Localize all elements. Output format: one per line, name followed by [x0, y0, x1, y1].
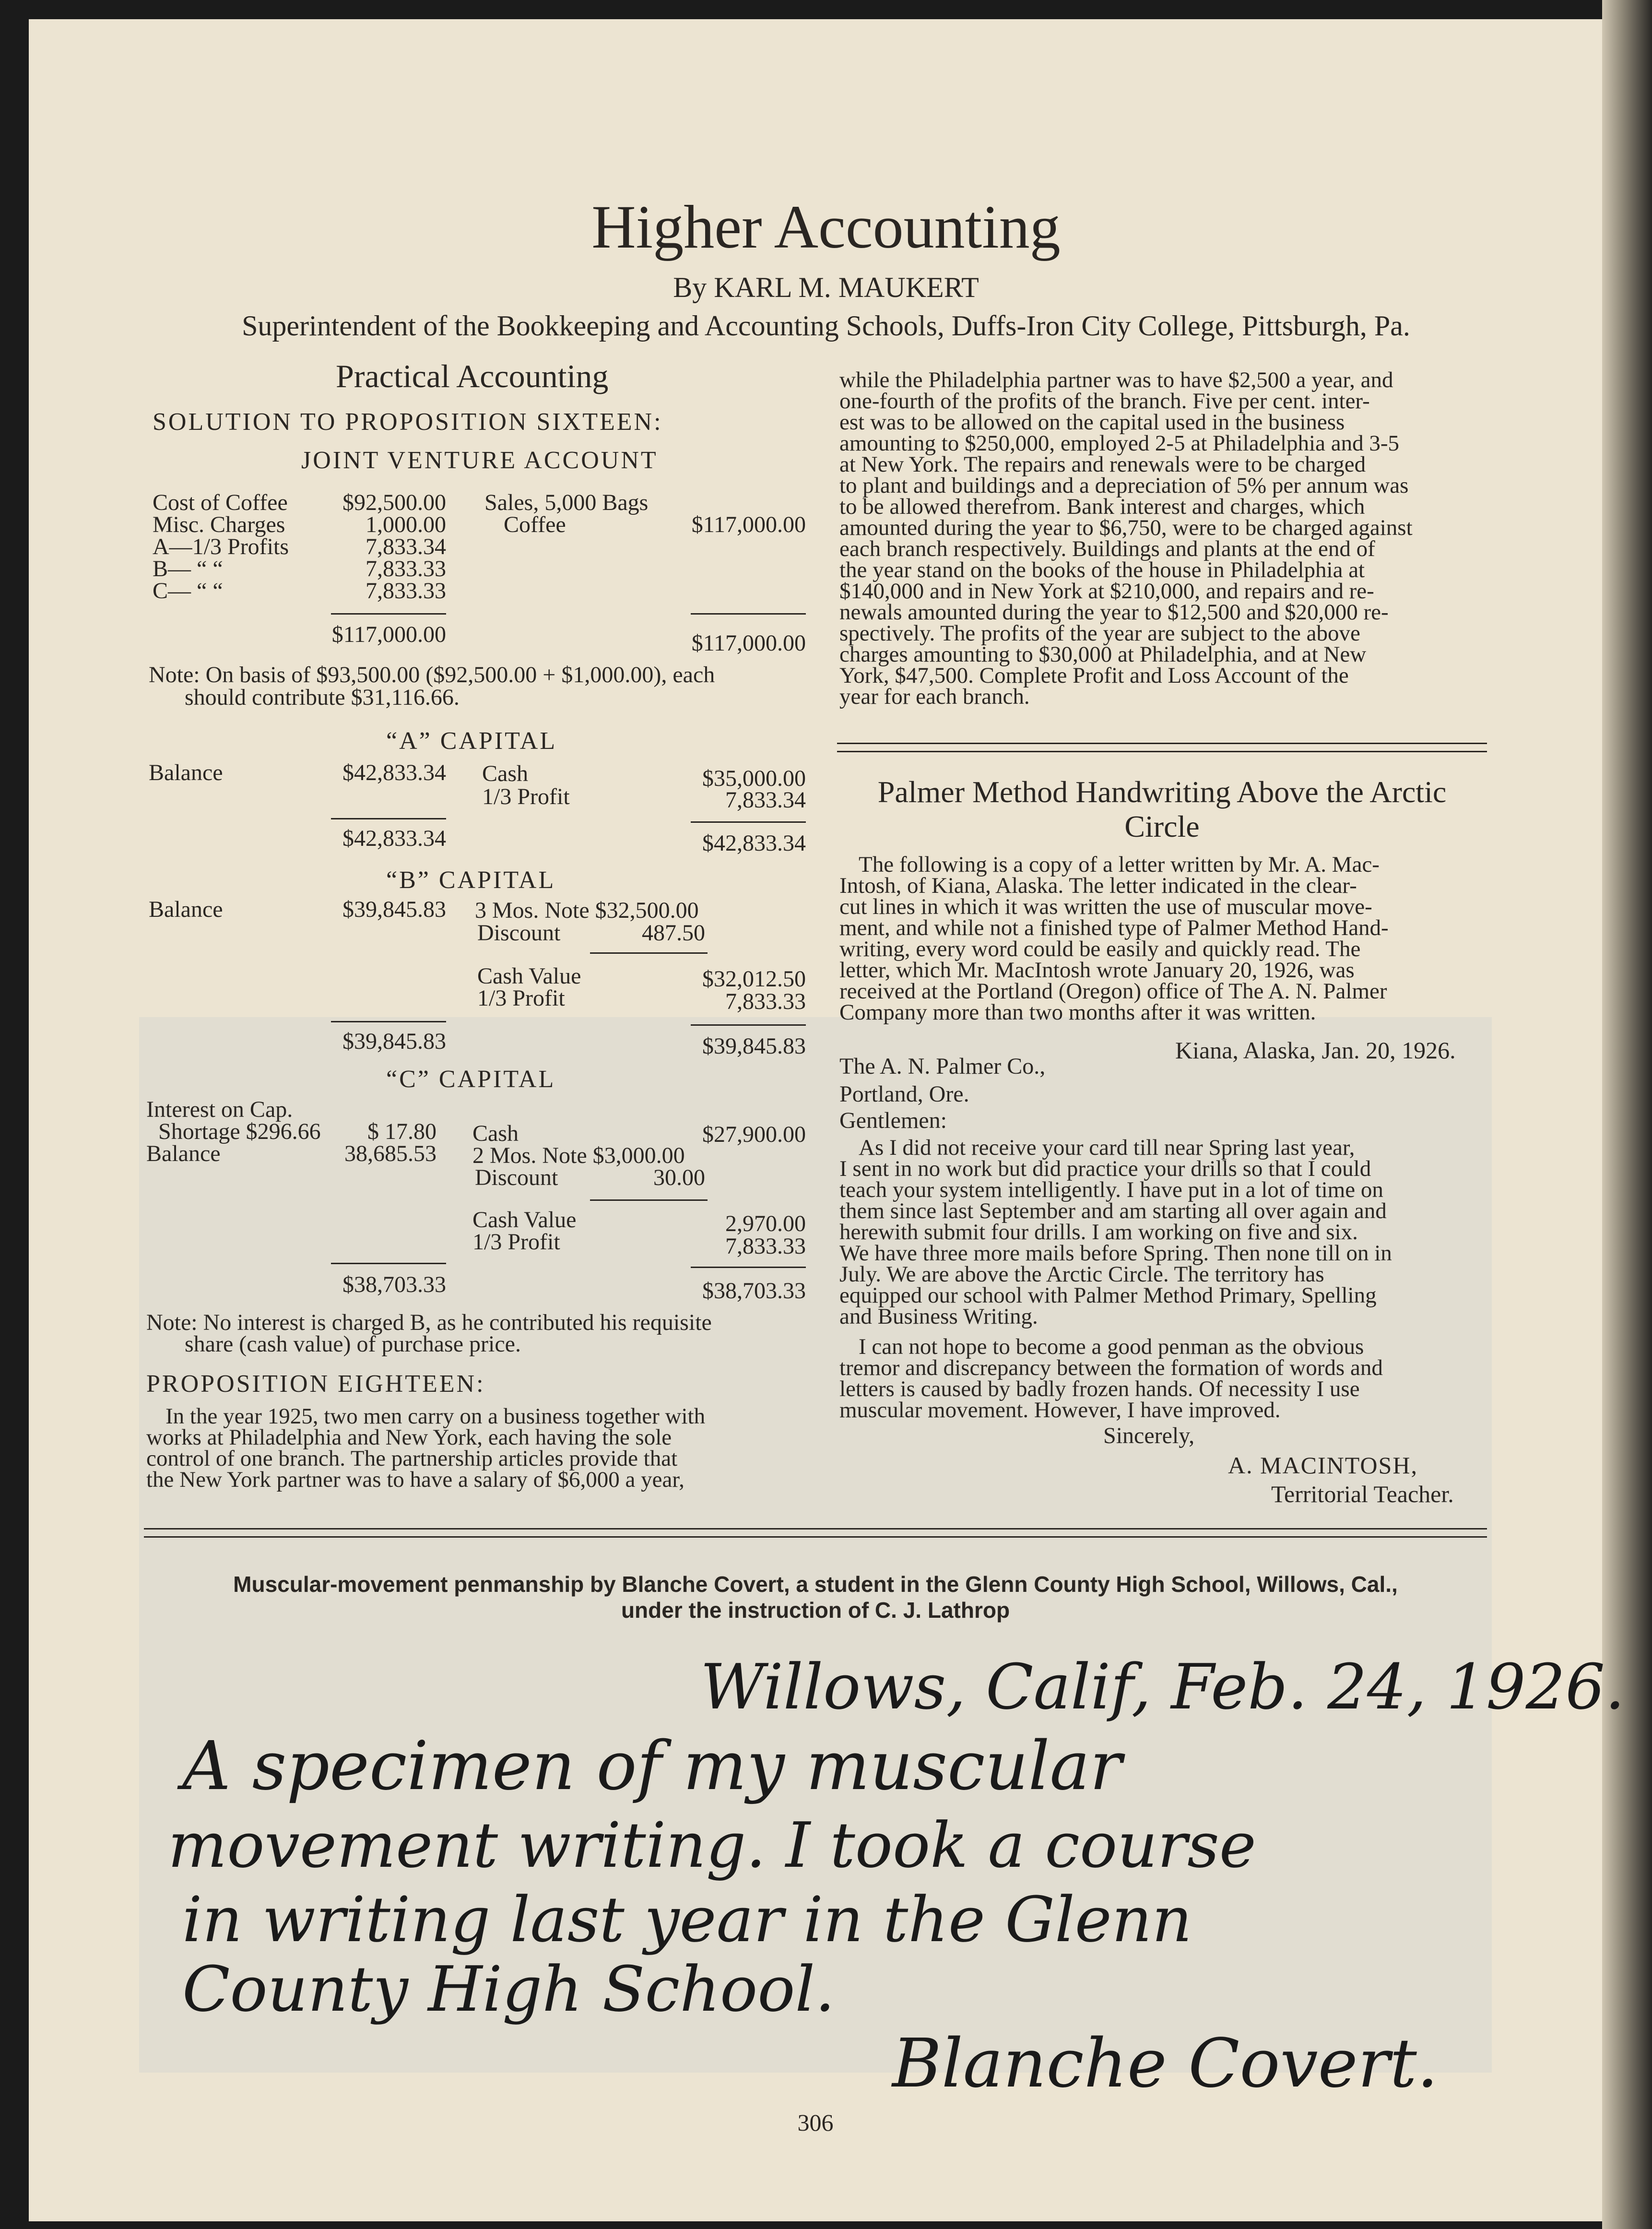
ledger-credit-label: 1/3 Profit — [472, 1229, 560, 1255]
paragraph-line: July. We are above the Arctic Circle. The territory has — [839, 1262, 1324, 1287]
caption-line: under the instruction of C. J. Lathrop — [621, 1598, 1010, 1623]
a-capital-heading: “A” CAPITAL — [386, 727, 557, 755]
ledger-amount: $42,833.34 — [342, 760, 446, 785]
paragraph-line: Intosh, of Kiana, Alaska. The letter indicated in the clear- — [839, 873, 1357, 898]
paragraph-line: works at Philadelphia and New York, each having the sole — [146, 1425, 672, 1450]
letter-closing: Sincerely, — [1103, 1423, 1195, 1448]
paragraph-line: at New York. The repairs and renewals were to be charged — [839, 452, 1366, 477]
paragraph-line: herewith submit four drills. I am working on five and six. — [839, 1220, 1358, 1245]
ledger-credit-label: 2 Mos. Note $3,000.00 — [472, 1143, 685, 1168]
paragraph-line: to be allowed therefrom. Bank interest and charges, which — [839, 494, 1365, 519]
ledger-rule — [691, 1024, 806, 1026]
paragraph-line: letter, which Mr. MacIntosh wrote January 20, 1926, was — [839, 958, 1355, 983]
ledger-amount: 1,000.00 — [366, 512, 446, 537]
ledger-credit-amount: $27,900.00 — [702, 1122, 806, 1147]
ledger-rule — [590, 952, 708, 954]
paragraph-line: York, $47,500. Complete Profit and Loss Account of the — [839, 663, 1349, 688]
letter-salutation: Gentlemen: — [839, 1108, 947, 1133]
ledger-label: Interest on Cap. — [146, 1097, 293, 1122]
ledger-total: $42,833.34 — [342, 826, 446, 851]
note-text: Note: No interest is charged B, as he contributed his requisite — [146, 1310, 712, 1335]
ledger-credit-label: Cash — [472, 1121, 519, 1146]
ledger-credit-amount: 7,833.34 — [725, 787, 806, 813]
paragraph-line: writing, every word could be easily and quickly read. The — [839, 937, 1361, 961]
paragraph-line: amounting to $250,000, employed 2-5 at Philadelphia and 3-5 — [839, 431, 1399, 456]
ledger-total: $117,000.00 — [331, 622, 446, 647]
heading-line: Circle — [1124, 809, 1200, 843]
ledger-credit-amount: 7,833.33 — [725, 1233, 806, 1259]
handwriting-line: Willows, Calif, Feb. 24, 1926. — [700, 1650, 1625, 1723]
ledger-amount: 7,833.33 — [366, 556, 446, 581]
author-affiliation: Superintendent of the Bookkeeping and Accounting Schools, Duffs-Iron City College, Pittsburgh, Pa. — [242, 310, 1410, 342]
ledger-rule — [691, 613, 806, 615]
letter-paragraph — [839, 1336, 1487, 1421]
ledger-amount: 38,685.53 — [344, 1141, 437, 1166]
paragraph-line: the New York partner was to have a salary of $6,000 a year, — [146, 1467, 684, 1492]
palmer-intro — [839, 854, 1487, 1023]
ledger-rule — [331, 1263, 446, 1264]
paragraph-line: control of one branch. The partnership articles provide that — [146, 1446, 678, 1471]
palmer-heading — [837, 775, 1487, 844]
paragraph-line: I sent in no work but did practice your drills so that I could — [839, 1156, 1371, 1181]
proposition-continuation — [839, 369, 1487, 707]
ledger-credit-label: 1/3 Profit — [477, 985, 565, 1011]
paragraph-line: one-fourth of the profits of the branch. Five per cent. inter- — [839, 389, 1370, 414]
ledger-total: $42,833.34 — [702, 830, 806, 856]
section-divider — [144, 1528, 1487, 1538]
ledger-total: $39,845.83 — [342, 1029, 446, 1054]
ledger-credit-amount: 30.00 — [653, 1165, 705, 1190]
handwriting-line: movement writing. I took a course — [168, 1809, 1256, 1882]
ledger-credit-label: Coffee — [504, 512, 566, 537]
ledger-credit-amount: 2,970.00 — [725, 1211, 806, 1236]
ledger-credit-label: Cash — [482, 761, 528, 786]
ledger-credit-label: Sales, 5,000 Bags — [484, 490, 649, 515]
c-capital-heading: “C” CAPITAL — [386, 1066, 556, 1093]
ledger-rule — [331, 613, 446, 615]
byline: By KARL M. MAUKERT — [673, 272, 979, 303]
paragraph-line: letters is caused by badly frozen hands. Of necessity I use — [839, 1376, 1360, 1401]
handwriting-line: County High School. — [182, 1953, 835, 2026]
letter-signer-title: Territorial Teacher. — [1271, 1481, 1454, 1507]
paragraph-line: them since last September and am starting all over again and — [839, 1198, 1387, 1223]
paragraph-line: each branch respectively. Buildings and plants at the end of — [839, 536, 1375, 561]
ledger-total: $38,703.33 — [702, 1278, 806, 1304]
paragraph-line: while the Philadelphia partner was to have $2,500 a year, and — [839, 368, 1393, 392]
letter-paragraph — [839, 1137, 1487, 1327]
ledger-rule — [331, 818, 446, 819]
note-text: Note: On basis of $93,500.00 ($92,500.00 + $1,000.00), each — [149, 662, 715, 688]
paragraph-line: received at the Portland (Oregon) office of The A. N. Palmer — [839, 979, 1387, 1004]
ledger-credit-label: Cash Value — [472, 1207, 577, 1233]
ledger-total: $39,845.83 — [702, 1033, 806, 1059]
ledger-credit-amount: $32,012.50 — [702, 966, 806, 992]
ledger-total: $38,703.33 — [342, 1272, 446, 1297]
b-capital-heading: “B” CAPITAL — [386, 866, 556, 894]
letter-address-line: The A. N. Palmer Co., — [839, 1054, 1046, 1079]
ledger-label: Misc. Charges — [153, 512, 285, 537]
handwriting-signature: Blanche Covert. — [892, 2025, 1439, 2103]
heading-line: Palmer Method Handwriting Above the Arctic — [877, 775, 1447, 809]
ledger-credit-amount: $35,000.00 — [702, 766, 806, 791]
ledger-label: Shortage $296.66 — [158, 1119, 321, 1144]
paragraph-line: ment, and while not a finished type of Palmer Method Hand- — [839, 915, 1389, 940]
ledger-credit-label: Discount — [475, 1165, 558, 1190]
proposition-paragraph — [146, 1406, 794, 1490]
ledger-credit-label: Cash Value — [477, 963, 581, 989]
ledger-credit-amount: 7,833.33 — [725, 989, 806, 1014]
ledger-label: C— “ “ — [153, 578, 223, 604]
paragraph-line: year for each branch. — [839, 684, 1030, 709]
paragraph-line: $140,000 and in New York at $210,000, and repairs and re- — [839, 579, 1374, 604]
ledger-credit-amount: 487.50 — [642, 920, 705, 946]
penmanship-caption — [144, 1571, 1487, 1623]
ledger-label: A—1/3 Profits — [153, 534, 289, 559]
ledger-amount: $ 17.80 — [367, 1119, 437, 1144]
paragraph-line: tremor and discrepancy between the formation of words and — [839, 1355, 1383, 1380]
paragraph-line: equipped our school with Palmer Method Primary, Spelling — [839, 1283, 1377, 1308]
ledger-label: Balance — [149, 760, 223, 785]
ledger-credit-amount: $117,000.00 — [691, 512, 806, 537]
solution-heading: SOLUTION TO PROPOSITION SIXTEEN: — [153, 408, 663, 436]
ledger-total: $117,000.00 — [691, 630, 806, 656]
ledger-label: Cost of Coffee — [153, 490, 288, 515]
proposition-eighteen-heading: PROPOSITION EIGHTEEN: — [146, 1370, 485, 1398]
ledger-label: Balance — [149, 897, 223, 922]
paragraph-line: to plant and buildings and a depreciation of 5% per annum was — [839, 473, 1409, 498]
paragraph-line: the year stand on the books of the house in Philadelphia at — [839, 557, 1365, 582]
section-divider — [837, 743, 1487, 752]
letter-signer: A. MACINTOSH, — [1228, 1452, 1418, 1479]
paragraph-line: newals amounted during the year to $12,500 and $20,000 re- — [839, 600, 1389, 625]
ledger-rule — [590, 1199, 708, 1201]
paragraph-line: muscular movement. However, I have improved. — [839, 1398, 1281, 1423]
caption-line: Muscular-movement penmanship by Blanche Covert, a student in the Glenn County High School, Willows, Cal., — [233, 1572, 1398, 1597]
ledger-rule — [331, 1021, 446, 1022]
note-text: share (cash value) of purchase price. — [185, 1331, 521, 1357]
page-number: 306 — [797, 2109, 834, 2136]
paragraph-line: The following is a copy of a letter written by Mr. A. Mac- — [859, 852, 1380, 877]
ledger-amount: $39,845.83 — [342, 897, 446, 922]
paragraph-line: est was to be allowed on the capital used in the business — [839, 410, 1345, 435]
paragraph-line: cut lines in which it was written the use of muscular move- — [839, 894, 1372, 919]
paragraph-line: I can not hope to become a good penman as the obvious — [859, 1334, 1364, 1359]
ledger-amount: 7,833.34 — [366, 534, 446, 559]
paragraph-line: We have three more mails before Spring. Then none till on in — [839, 1241, 1392, 1266]
section-subhead: Practical Accounting — [336, 358, 609, 394]
paragraph-line: and Business Writing. — [839, 1304, 1038, 1329]
handwriting-line: in writing last year in the Glenn — [182, 1883, 1192, 1956]
letter-address-line: Portland, Ore. — [839, 1081, 969, 1107]
paragraph-line: spectively. The profits of the year are subject to the above — [839, 621, 1360, 646]
paragraph-line: As I did not receive your card till near Spring last year, — [859, 1135, 1355, 1160]
paragraph-line: amounted during the year to $6,750, were to be charged against — [839, 515, 1413, 540]
ledger-credit-label: 3 Mos. Note $32,500.00 — [475, 898, 699, 923]
ledger-rule — [691, 821, 806, 823]
note-text: should contribute $31,116.66. — [185, 685, 460, 710]
ledger-credit-label: 1/3 Profit — [482, 784, 570, 809]
paragraph-line: teach your system intelligently. I have put in a lot of time on — [839, 1177, 1383, 1202]
letter-place-date: Kiana, Alaska, Jan. 20, 1926. — [1175, 1037, 1456, 1064]
article-title: Higher Accounting — [591, 193, 1061, 261]
paragraph-line: In the year 1925, two men carry on a business together with — [165, 1404, 706, 1429]
handwriting-line: A specimen of my muscular — [182, 1727, 1122, 1805]
paragraph-line: Company more than two months after it was written. — [839, 1000, 1316, 1025]
joint-venture-heading: JOINT VENTURE ACCOUNT — [301, 447, 658, 474]
ledger-rule — [691, 1267, 806, 1268]
ledger-amount: 7,833.33 — [366, 578, 446, 604]
ledger-amount: $92,500.00 — [342, 490, 446, 515]
ledger-label: Balance — [146, 1141, 221, 1166]
ledger-credit-label: Discount — [477, 920, 561, 946]
paragraph-line: charges amounting to $30,000 at Philadelphia, and at New — [839, 642, 1367, 667]
ledger-label: B— “ “ — [153, 556, 223, 581]
